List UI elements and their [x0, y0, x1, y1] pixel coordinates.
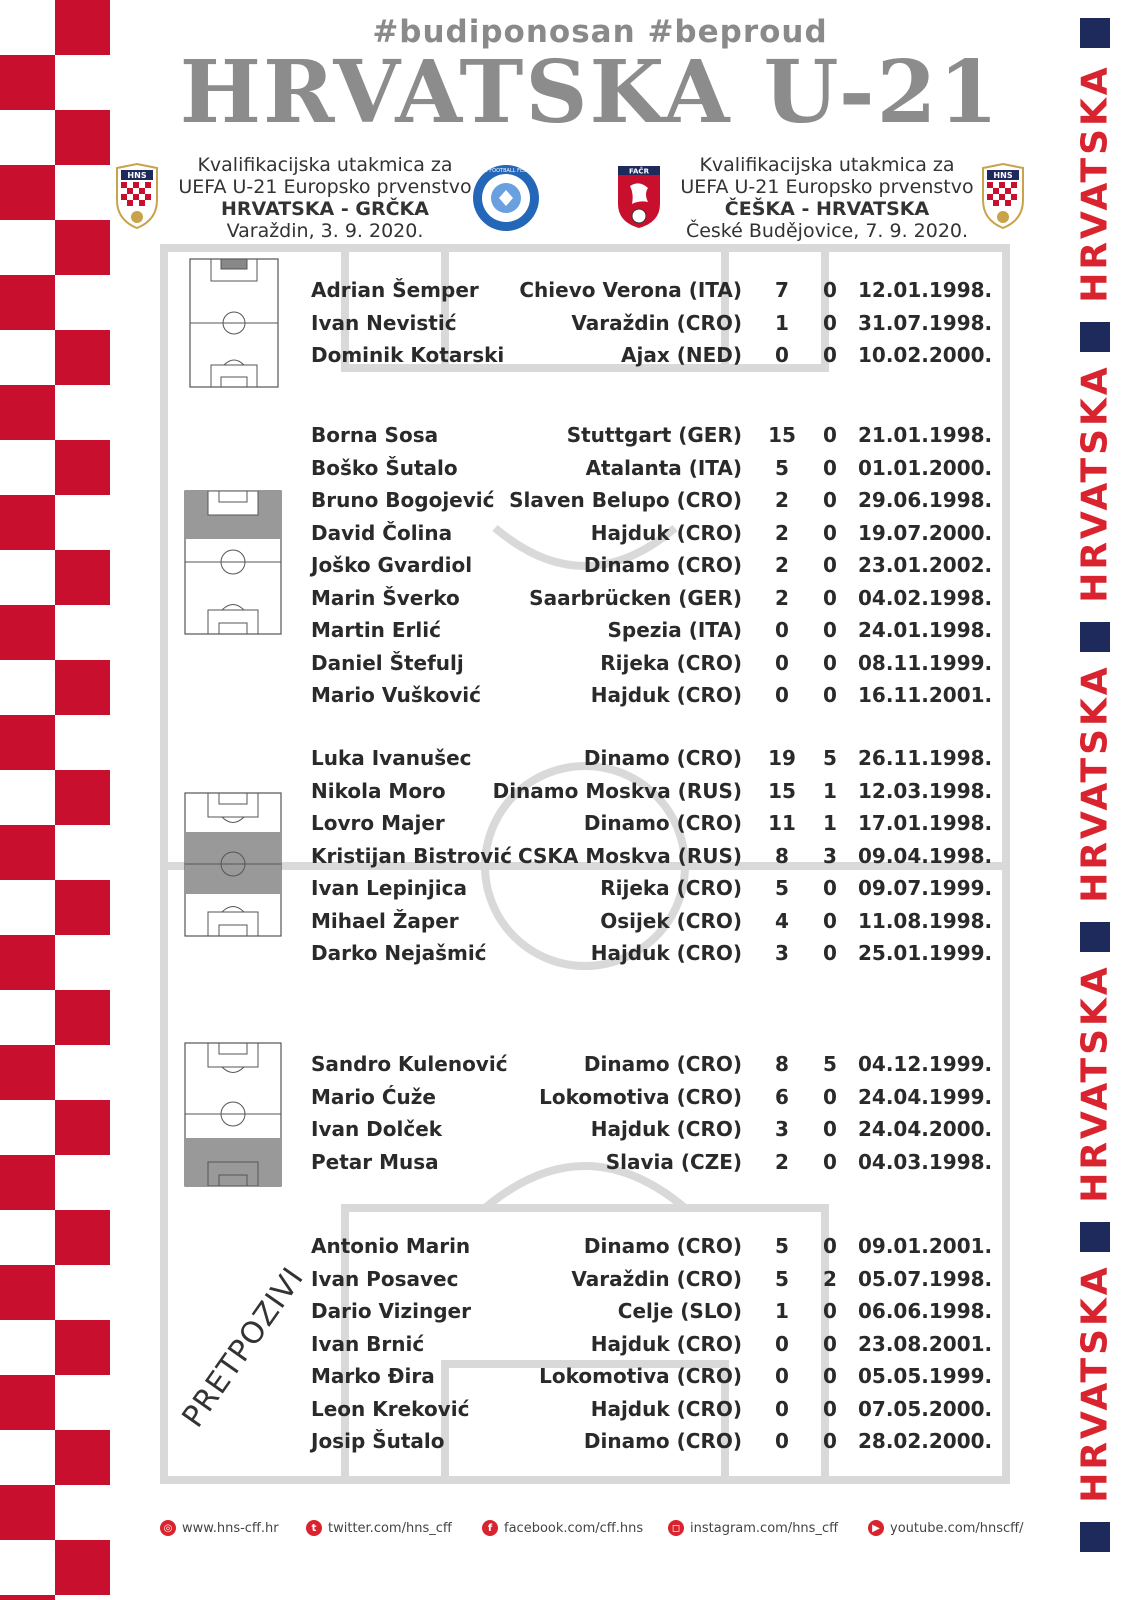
footer-twitter-text: twitter.com/hns_cff	[328, 1520, 452, 1536]
match2-line1: Kvalifikacijska utakmica za	[699, 154, 955, 176]
player-caps: 2	[775, 585, 789, 610]
player-goals: 0	[823, 1117, 837, 1141]
player-caps: 0	[775, 1331, 789, 1356]
player-club: Slaven Belupo (CRO)	[509, 488, 742, 512]
player-row	[0, 547, 1131, 579]
player-club: Rijeka (CRO)	[600, 650, 742, 675]
player-dob: 04.12.1999.	[858, 1052, 993, 1076]
player-dob: 09.04.1998.	[858, 843, 993, 868]
player-caps: 5	[775, 876, 789, 900]
player-goals: 0	[823, 1234, 837, 1258]
player-goals: 0	[823, 455, 837, 480]
footer-youtube-text: youtube.com/hnscff/	[890, 1520, 1024, 1536]
player-dob: 24.01.1998.	[858, 618, 993, 642]
footer-web-text: www.hns-cff.hr	[182, 1520, 279, 1536]
player-dob: 01.01.2000.	[858, 455, 993, 480]
player-caps: 5	[775, 455, 789, 480]
player-name: Dominik Kotarski	[311, 343, 505, 367]
player-club: Osijek (CRO)	[600, 908, 742, 933]
player-name: Nikola Moro	[311, 778, 446, 803]
player-caps: 0	[775, 650, 789, 675]
match1-line2: UEFA U-21 Europsko prvenstvo	[178, 176, 472, 198]
player-row	[0, 870, 1131, 902]
hff-crest-icon	[463, 163, 549, 233]
svg-text:HELLENIC FOOTBALL FEDERATION: HELLENIC FOOTBALL FEDERATION	[463, 168, 549, 174]
player-club: Stuttgart (GER)	[566, 423, 742, 447]
player-caps: 3	[775, 1117, 789, 1141]
youtube-icon: ▶	[868, 1520, 884, 1536]
match1-venue: Varaždin, 3. 9. 2020.	[226, 220, 424, 242]
player-caps: 0	[775, 1364, 789, 1388]
player-dob: 04.03.1998.	[858, 1149, 993, 1174]
player-row	[0, 1261, 1131, 1293]
player-club: Dinamo (CRO)	[583, 811, 742, 835]
player-name: Antonio Marin	[311, 1234, 471, 1258]
player-dob: 09.01.2001.	[858, 1234, 993, 1258]
player-name: Sandro Kulenović	[311, 1052, 508, 1076]
player-club: Saarbrücken (GER)	[529, 585, 742, 610]
footer-web[interactable]	[160, 1520, 279, 1536]
player-club: Lokomotiva (CRO)	[539, 1364, 742, 1388]
player-club: Slavia (CZE)	[605, 1149, 742, 1174]
player-club: Varaždin (CRO)	[571, 310, 742, 335]
player-name: Lovro Majer	[311, 811, 445, 835]
player-caps: 0	[775, 618, 789, 642]
player-dob: 24.04.1999.	[858, 1084, 993, 1109]
player-caps: 8	[775, 1052, 789, 1076]
player-caps: 6	[775, 1084, 789, 1109]
player-goals: 0	[823, 310, 837, 335]
player-row	[0, 1391, 1131, 1423]
player-name: Ivan Brnić	[311, 1331, 425, 1356]
player-row	[0, 1046, 1131, 1078]
player-name: Martin Erlić	[311, 618, 441, 642]
footer-twitter[interactable]	[306, 1520, 452, 1536]
player-caps: 0	[775, 343, 789, 367]
side-word: HRVATSKA	[1074, 964, 1116, 1203]
side-word: HRVATSKA	[1074, 364, 1116, 603]
player-row	[0, 450, 1131, 482]
player-caps: 11	[768, 811, 796, 835]
player-club: Dinamo (CRO)	[583, 553, 742, 577]
player-goals: 0	[823, 1331, 837, 1356]
player-club: Hajduk (CRO)	[590, 1396, 742, 1421]
player-goals: 1	[823, 811, 837, 835]
player-row	[0, 1144, 1131, 1176]
player-club: Hajduk (CRO)	[590, 520, 742, 545]
player-caps: 15	[768, 778, 796, 803]
player-goals: 3	[823, 843, 837, 868]
player-dob: 05.07.1998.	[858, 1266, 993, 1291]
player-caps: 4	[775, 908, 789, 933]
player-caps: 5	[775, 1266, 789, 1291]
facebook-icon: f	[482, 1520, 498, 1536]
player-dob: 16.11.2001.	[858, 683, 993, 707]
player-name: Ivan Posavec	[311, 1266, 459, 1291]
player-row	[0, 740, 1131, 772]
player-goals: 0	[823, 876, 837, 900]
player-name: Ivan Nevistić	[311, 310, 457, 335]
player-name: Joško Gvardiol	[311, 553, 473, 577]
player-name: Ivan Dolček	[311, 1117, 443, 1141]
match-info-1	[170, 154, 480, 242]
player-row	[0, 677, 1131, 709]
footer-facebook[interactable]	[482, 1520, 643, 1536]
player-goals: 0	[823, 908, 837, 933]
player-goals: 0	[823, 1364, 837, 1388]
player-row	[0, 417, 1131, 449]
player-club: Dinamo Moskva (RUS)	[492, 778, 742, 803]
player-name: Marin Šverko	[311, 585, 460, 610]
player-name: Marko Đira	[311, 1364, 435, 1388]
twitter-icon: t	[306, 1520, 322, 1536]
footer-instagram[interactable]	[668, 1520, 838, 1536]
player-caps: 2	[775, 1149, 789, 1174]
player-caps: 5	[775, 1234, 789, 1258]
player-dob: 12.01.1998.	[858, 278, 993, 302]
player-row	[0, 580, 1131, 612]
player-dob: 05.05.1999.	[858, 1364, 993, 1388]
player-row	[0, 838, 1131, 870]
player-caps: 0	[775, 1396, 789, 1421]
match2-line2: UEFA U-21 Europsko prvenstvo	[680, 176, 974, 198]
player-caps: 19	[768, 746, 796, 770]
player-caps: 0	[775, 683, 789, 707]
player-goals: 0	[823, 1084, 837, 1109]
instagram-icon: ◻	[668, 1520, 684, 1536]
globe-icon: ◎	[160, 1520, 176, 1536]
player-name: Petar Musa	[311, 1149, 439, 1174]
player-dob: 12.03.1998.	[858, 778, 993, 803]
side-word: HRVATSKA	[1074, 64, 1116, 303]
player-club: Lokomotiva (CRO)	[539, 1084, 742, 1109]
player-club: Hajduk (CRO)	[590, 683, 742, 707]
player-dob: 23.01.2002.	[858, 553, 993, 577]
player-caps: 1	[775, 1299, 789, 1323]
hns-crest-right-icon	[980, 162, 1026, 230]
player-club: Spezia (ITA)	[607, 618, 742, 642]
player-dob: 23.08.2001.	[858, 1331, 993, 1356]
player-name: Kristijan Bistrović	[311, 843, 513, 868]
player-club: Dinamo (CRO)	[583, 1052, 742, 1076]
player-name: Josip Šutalo	[311, 1429, 445, 1453]
player-club: CSKA Moskva (RUS)	[517, 843, 742, 868]
player-name: Luka Ivanušec	[311, 746, 472, 770]
player-dob: 31.07.1998.	[858, 310, 993, 335]
player-caps: 15	[768, 423, 796, 447]
player-goals: 0	[823, 618, 837, 642]
player-caps: 8	[775, 843, 789, 868]
player-name: Ivan Lepinjica	[311, 876, 467, 900]
svg-text:HNS: HNS	[993, 171, 1013, 180]
player-goals: 0	[823, 520, 837, 545]
player-dob: 28.02.2000.	[858, 1429, 993, 1453]
player-goals: 0	[823, 343, 837, 367]
player-dob: 17.01.1998.	[858, 811, 993, 835]
player-row	[0, 645, 1131, 677]
player-row	[0, 1228, 1131, 1260]
svg-text:FAČR: FAČR	[629, 167, 649, 176]
player-row	[0, 305, 1131, 337]
standby-label: PRETPOZIVI	[175, 1260, 312, 1435]
player-name: Boško Šutalo	[311, 455, 458, 480]
player-name: Dario Vizinger	[311, 1299, 471, 1323]
player-club: Dinamo (CRO)	[583, 1429, 742, 1453]
svg-text:HNS: HNS	[127, 171, 147, 180]
hns-crest-icon	[114, 162, 160, 230]
player-dob: 04.02.1998.	[858, 585, 993, 610]
player-name: Leon Kreković	[311, 1396, 470, 1421]
player-caps: 0	[775, 1429, 789, 1453]
player-goals: 0	[823, 585, 837, 610]
player-dob: 10.02.2000.	[858, 343, 993, 367]
player-caps: 3	[775, 941, 789, 965]
player-name: Borna Sosa	[311, 423, 439, 447]
player-club: Hajduk (CRO)	[590, 941, 742, 965]
player-caps: 2	[775, 553, 789, 577]
player-row	[0, 903, 1131, 935]
player-caps: 1	[775, 310, 789, 335]
player-dob: 09.07.1999.	[858, 876, 993, 900]
player-club: Dinamo (CRO)	[583, 746, 742, 770]
player-dob: 24.04.2000.	[858, 1117, 993, 1141]
side-word: HRVATSKA	[1074, 1264, 1116, 1503]
player-name: Mario Vušković	[311, 683, 481, 707]
player-dob: 19.07.2000.	[858, 520, 993, 545]
player-row	[0, 773, 1131, 805]
player-dob: 07.05.2000.	[858, 1396, 993, 1421]
player-row	[0, 482, 1131, 514]
player-goals: 2	[823, 1266, 837, 1291]
player-name: Darko Nejašmić	[311, 941, 487, 965]
player-row	[0, 515, 1131, 547]
player-name: Bruno Bogojević	[311, 488, 495, 512]
footer-instagram-text: instagram.com/hns_cff	[690, 1520, 839, 1536]
match2-venue: České Budějovice, 7. 9. 2020.	[685, 220, 969, 242]
player-dob: 29.06.1998.	[858, 488, 993, 512]
player-club: Dinamo (CRO)	[583, 1234, 742, 1258]
player-dob: 06.06.1998.	[858, 1299, 993, 1323]
player-row	[0, 1293, 1131, 1325]
player-name: Daniel Štefulj	[311, 650, 464, 675]
player-goals: 0	[823, 1396, 837, 1421]
player-row	[0, 612, 1131, 644]
player-goals: 0	[823, 1429, 837, 1453]
player-row	[0, 1079, 1131, 1111]
player-goals: 0	[823, 1299, 837, 1323]
player-goals: 1	[823, 778, 837, 803]
player-dob: 21.01.1998.	[858, 423, 993, 447]
player-caps: 2	[775, 488, 789, 512]
player-club: Ajax (NED)	[621, 343, 742, 367]
player-row	[0, 337, 1131, 369]
player-club: Atalanta (ITA)	[585, 455, 742, 480]
match1-teams: HRVATSKA - GRČKA	[221, 198, 429, 220]
player-goals: 0	[823, 1149, 837, 1174]
player-caps: 2	[775, 520, 789, 545]
player-row	[0, 272, 1131, 304]
player-goals: 5	[823, 746, 837, 770]
player-name: Mario Ćuže	[311, 1084, 436, 1109]
player-dob: 25.01.1999.	[858, 941, 993, 965]
match-info-2	[672, 154, 982, 242]
player-club: Hajduk (CRO)	[590, 1331, 742, 1356]
player-row	[0, 1326, 1131, 1358]
hashtags: #budiponosan #beproud	[372, 14, 828, 50]
side-word: HRVATSKA	[1074, 664, 1116, 903]
navy-square-icon	[1080, 1522, 1110, 1552]
player-club: Rijeka (CRO)	[600, 876, 742, 900]
page-title: HRVATSKA U-21	[179, 42, 1001, 143]
player-club: Hajduk (CRO)	[590, 1117, 742, 1141]
player-row	[0, 1358, 1131, 1390]
facr-crest-icon	[614, 164, 664, 230]
player-name: David Čolina	[311, 520, 453, 545]
player-row	[0, 1423, 1131, 1455]
match2-teams: ČEŠKA - HRVATSKA	[724, 198, 930, 220]
player-club: Chievo Verona (ITA)	[519, 278, 742, 302]
player-goals: 5	[823, 1052, 837, 1076]
player-row	[0, 805, 1131, 837]
player-row	[0, 1111, 1131, 1143]
player-goals: 0	[823, 278, 837, 302]
player-name: Mihael Žaper	[311, 908, 459, 933]
navy-square-icon	[1080, 18, 1110, 48]
footer-facebook-text: facebook.com/cff.hns	[504, 1520, 644, 1536]
player-club: Varaždin (CRO)	[571, 1266, 742, 1291]
player-club: Celje (SLO)	[617, 1299, 742, 1323]
player-goals: 0	[823, 553, 837, 577]
match1-line1: Kvalifikacijska utakmica za	[197, 154, 453, 176]
player-goals: 0	[823, 941, 837, 965]
player-goals: 0	[823, 650, 837, 675]
player-name: Adrian Šemper	[311, 278, 479, 302]
player-row	[0, 935, 1131, 967]
player-goals: 0	[823, 423, 837, 447]
player-caps: 7	[775, 278, 789, 302]
player-dob: 26.11.1998.	[858, 746, 993, 770]
player-dob: 08.11.1999.	[858, 650, 993, 675]
player-goals: 0	[823, 488, 837, 512]
player-dob: 11.08.1998.	[858, 908, 993, 933]
player-goals: 0	[823, 683, 837, 707]
footer-youtube[interactable]	[868, 1520, 1024, 1536]
